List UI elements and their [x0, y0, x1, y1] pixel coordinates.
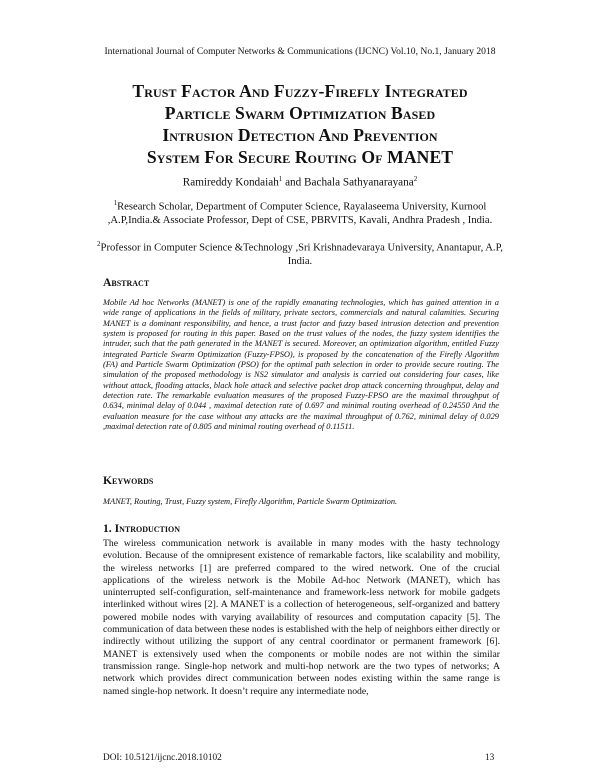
title-line: System For Secure Routing Of MANET	[146, 147, 454, 167]
introduction-heading: 1. Introduction	[103, 522, 181, 535]
abstract-heading: Abstract	[103, 276, 150, 289]
author-name: Bachala Sathyanarayana	[304, 176, 414, 189]
affiliation-superscript: 2	[97, 240, 101, 248]
affiliation-1	[90, 197, 510, 228]
paper-title	[60, 80, 540, 168]
affiliation-superscript: 1	[113, 199, 118, 207]
title-line: Intrusion Detection And Prevention	[162, 125, 438, 145]
keywords-text: MANET, Routing, Trust, Fuzzy system, Firefly Algorithm, Particle Swarm Optimization.	[103, 497, 398, 506]
author-conjunction: and	[282, 176, 305, 189]
keywords-heading: Keywords	[103, 474, 154, 487]
author-superscript: 2	[413, 175, 418, 183]
abstract-text: Mobile Ad hoc Networks (MANET) is one of the rapidly emanating technologies, which has gained attention in a wide range of applications in the fields of military, private sectors, commercials and natural calamities. Securing MANET is a dominant responsibility, and hence, a trust factor and fuzzy based intrusion detection and prevention system is proposed for routing in this paper. Based on the trust values of the nodes, the fuzzy system identifies the intruder, such that the path generated in the MANET is secured. Moreover, an optimization algorithm, entitled Fuzzy integrated Particle Swarm Optimization (Fuzzy-FPSO), is proposed by the concatenation of the Firefly Algorithm (FA) and Particle Swarm Optimization (PSO) for the optimal path selection in order to provide secure routing. The simulation of the proposed methodology is NS2 simulator and analysis is carried out considering four cases, like without attack, flooding attacks, black hole attack and selective packet drop attack concerning throughput, delay and detection rate. The remarkable evaluation measures of the proposed Fuzzy-FPSO are the maximal throughput of 0.634, minimal delay of 0.044 , maximal detection rate of 0.697 and minimal routing overhead of 0.24550 And the evaluation measure for the case without any attacks are the maximal throughput of 0.762, minimal delay of 0.029 ,maximal detection rate of 0.805 and minimal routing overhead of 0.11511.	[103, 298, 499, 432]
author-name: Ramireddy Kondaiah	[182, 176, 279, 189]
affiliation-2	[90, 238, 510, 269]
affiliation-text: Research Scholar, Department of Computer Science, Rayalaseema University, Kurnool ,A.P,India.& Associate Professor, Dept of CSE, PBRVITS, Kavali, Andhra Pradesh , India.	[107, 201, 493, 227]
title-line: Trust Factor And Fuzzy-Firefly Integrated	[132, 81, 468, 101]
journal-header: International Journal of Computer Networks & Communications (IJCNC) Vol.10, No.1, January 2018	[104, 46, 496, 57]
authors	[0, 175, 600, 189]
introduction-text: The wireless communication network is available in many modes with the hasty technology evolution. Because of the omnipresent existence of remarkable factors, like scalability and mobility, the wireless networks [1] are preferred compared to the wired network. One of the crucial applications of the wireless network is the Mobile Ad-hoc Network (MANET), which has uninterrupted self-configuration, self-maintenance and framework-less network for mobile gadgets interlinked without wires [2]. A MANET is a collection of heterogeneous, self-organized and battery powered mobile nodes with varying availability of resources and computation capacity [5]. The communication of data between these nodes is established with the help of neighbors either directly or indirectly without utilizing the support of any central coordinator or permanent framework [6]. MANET is extensively used when the components or mobile nodes are not within the similar transmission range. Single-hop network and multi-hop network are the two types of networks; A network which provides direct communication between nodes existing within the same range is named single-hop network. It doesn’t require any intermediate node,	[103, 538, 500, 697]
page-number: 13	[485, 753, 495, 763]
title-line: Particle Swarm Optimization Based	[164, 103, 436, 123]
author-superscript: 1	[278, 175, 283, 183]
doi: DOI: 10.5121/ijcnc.2018.10102	[103, 753, 222, 763]
affiliation-text: Professor in Computer Science &Technology ,Sri Krishnadevaraya University, Anantapur, A.P, India.	[100, 242, 503, 268]
